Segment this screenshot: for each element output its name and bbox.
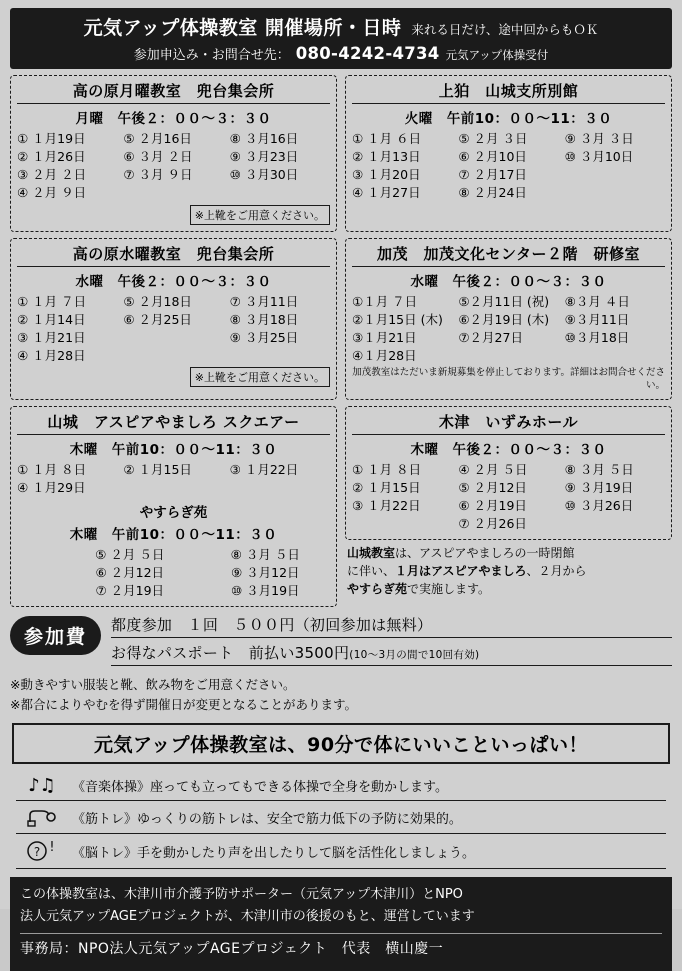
date-item: ④ ２月 ５日 bbox=[458, 461, 528, 477]
date-column bbox=[352, 130, 452, 203]
date-item: ⑨ ３月19日 bbox=[564, 479, 634, 495]
date-column bbox=[123, 293, 223, 366]
benefits-list bbox=[16, 771, 666, 869]
note-line-1 bbox=[347, 544, 672, 562]
class-date-columns-bottom bbox=[17, 546, 330, 600]
class-note-row bbox=[17, 365, 330, 387]
date-item: ④１月28日 bbox=[352, 347, 417, 363]
indoor-shoes-note: ※上靴をご用意ください。 bbox=[190, 205, 330, 225]
date-item: ③ １月22日 bbox=[352, 497, 421, 513]
date-item: ⑩３月18日 bbox=[564, 329, 630, 345]
date-item: ④ １月28日 bbox=[17, 347, 86, 363]
class-title: 山城 アスピアやましろ スクエアー bbox=[17, 411, 330, 435]
header-banner bbox=[10, 8, 672, 69]
class-title: 木津 いずみホール bbox=[352, 411, 665, 435]
fee-note-clothing: ※動きやすい服装と靴、飲み物をご用意ください。 bbox=[10, 677, 296, 693]
date-item: ⑤ ２月18日 bbox=[123, 293, 192, 309]
date-item: ① １月19日 bbox=[17, 131, 86, 146]
date-column bbox=[458, 293, 558, 366]
indoor-shoes-note: ※上靴をご用意ください。 bbox=[190, 367, 330, 387]
date-item: ⑨３月11日 bbox=[564, 311, 630, 327]
class-time: 水曜 午後２：００〜３：３０ bbox=[410, 273, 607, 290]
class-title: 高の原水曜教室 兜台集会所 bbox=[17, 243, 330, 267]
date-item: ⑧ ３月18日 bbox=[229, 311, 299, 327]
date-column bbox=[352, 461, 452, 534]
date-item: ⑦ ３月 ９日 bbox=[123, 167, 193, 183]
note-emphasis: １月はアスピアやましろ bbox=[395, 564, 527, 579]
date-item: ⑧ ３月16日 bbox=[229, 131, 299, 146]
benefit-text: 《音楽体操》座っても立ってもできる体操で全身を動かします。 bbox=[72, 780, 448, 796]
date-column bbox=[123, 130, 223, 203]
class-time: 木曜 午前10：００〜11：３０ bbox=[69, 441, 278, 458]
date-item: ⑨ ３月12日 bbox=[230, 565, 300, 580]
date-item: ④ １月29日 bbox=[17, 479, 86, 495]
list-item bbox=[16, 801, 666, 834]
date-item: ⑩ ３月19日 bbox=[230, 583, 300, 599]
footer-line-1: この体操教室は、木津川市介護予防サポーター（元気アップ木津川）とNPO bbox=[20, 887, 463, 903]
class-date-columns-top bbox=[17, 461, 330, 497]
class-time: 火曜 午前10：００〜11：３０ bbox=[404, 111, 613, 127]
date-item: ⑤ ２月12日 bbox=[458, 479, 527, 495]
list-item bbox=[16, 834, 666, 869]
fee-lines bbox=[111, 614, 672, 670]
date-item: ⑤ ２月 ５日 bbox=[95, 546, 165, 562]
date-item: ② １月26日 bbox=[17, 149, 86, 165]
date-item: ① １月 ８日 bbox=[17, 461, 87, 477]
class-time: 月曜 午後２：００〜３：３０ bbox=[75, 111, 272, 127]
date-item: ⑨ ３月23日 bbox=[229, 149, 299, 165]
note-emphasis: 山城教室 bbox=[347, 546, 396, 561]
date-column bbox=[65, 546, 195, 600]
date-item: ⑩ ３月26日 bbox=[564, 497, 634, 513]
date-item: ⑩ ３月10日 bbox=[564, 149, 634, 165]
date-item: ② １月15日 bbox=[123, 461, 192, 477]
date-column bbox=[230, 130, 330, 203]
date-item: ⑦ ２月19日 bbox=[95, 583, 165, 599]
contact-phone-note: 元気アップ体操受付 bbox=[445, 48, 549, 62]
date-column bbox=[565, 130, 665, 203]
note-emphasis: やすらぎ苑 bbox=[347, 582, 408, 597]
date-item: ① １月 ７日 bbox=[17, 293, 87, 309]
note-text: は、アスピアやましろの一時閉館 bbox=[395, 546, 575, 561]
contact-label: 参加申込み・お問合せ先： bbox=[133, 48, 290, 63]
class-card-takanohara-wed bbox=[10, 238, 337, 400]
date-item: ②１月15日 (木) bbox=[352, 311, 443, 327]
date-item: ⑤ ２月16日 bbox=[123, 131, 192, 146]
note-text: で実施します。 bbox=[407, 582, 491, 597]
list-item bbox=[16, 771, 666, 801]
benefit-text: 《筋トレ》ゆっくりの筋トレは、安全で筋力低下の予防に効果的。 bbox=[72, 811, 462, 827]
class-date-columns bbox=[352, 461, 665, 534]
class-card-kamo bbox=[345, 238, 672, 400]
date-item: ② １月14日 bbox=[17, 311, 86, 327]
yamashiro-relocation-note bbox=[345, 544, 672, 598]
music-note-icon: ♪♫ bbox=[28, 774, 56, 796]
header-subtitle: 来れる日だけ、途中回からもＯＫ bbox=[411, 22, 599, 37]
date-item: ⑧ ３月 ５日 bbox=[564, 461, 634, 477]
class-title: 加茂 加茂文化センター２階 研修室 bbox=[352, 243, 665, 267]
date-item: ⑩ ３月30日 bbox=[229, 167, 299, 183]
footer-office: 事務局：NPO法人元気アップAGEプロジェクト 代表 横山慶一 bbox=[20, 941, 444, 958]
fee-note-schedule-change: ※都合によりやむを得ず開催日が変更となることがあります。 bbox=[10, 697, 357, 713]
kamo-suspension-note: 加茂教室はただいま新規募集を停止しております。詳細はお問合せください。 bbox=[352, 367, 665, 391]
fee-section bbox=[10, 614, 672, 670]
class-date-columns bbox=[352, 130, 665, 203]
date-item: ⑧３月 ４日 bbox=[564, 293, 630, 309]
question-exclaim-icon bbox=[22, 839, 62, 863]
fee-passport-main: お得なパスポート 前払い3500円 bbox=[111, 644, 350, 663]
class-card-kizu bbox=[345, 406, 672, 541]
fee-badge: 参加費 bbox=[10, 616, 101, 655]
page-title: 元気アップ体操教室 開催場所・日時 bbox=[83, 17, 402, 39]
footer-divider bbox=[20, 933, 662, 934]
date-column bbox=[17, 293, 117, 366]
class-time: 水曜 午後２：００〜３：３０ bbox=[75, 273, 272, 290]
dumbbell-arm-icon bbox=[22, 806, 62, 828]
class-card-kamidoji bbox=[345, 75, 672, 232]
contact-phone[interactable]: 080-4242-4734 bbox=[295, 44, 440, 63]
footer-banner bbox=[10, 877, 672, 971]
fee-per-session: 都度参加 １回 ５００円（初回参加は無料） bbox=[111, 614, 672, 638]
date-column bbox=[352, 293, 452, 366]
date-column bbox=[230, 293, 330, 366]
class-card-takanohara-mon bbox=[10, 75, 337, 232]
class-date-columns bbox=[352, 293, 665, 366]
date-item: ③ ２月 ２日 bbox=[17, 167, 87, 183]
class-note-row bbox=[17, 203, 330, 225]
fee-notes bbox=[10, 675, 672, 715]
date-item: ③ １月20日 bbox=[352, 167, 421, 183]
note-line-3 bbox=[347, 580, 672, 598]
fee-passport-condition: (10〜3月の間で10回有効) bbox=[349, 649, 480, 662]
class-date-columns bbox=[17, 130, 330, 203]
date-item: ③ １月22日 bbox=[229, 461, 299, 477]
date-item: ⑦ ３月11日 bbox=[229, 293, 299, 309]
date-item: ⑤２月11日 (祝) bbox=[458, 293, 550, 309]
date-item: ⑥ ２月19日 bbox=[458, 497, 527, 513]
class-date-columns bbox=[17, 293, 330, 366]
date-column bbox=[201, 546, 331, 600]
date-column bbox=[17, 461, 117, 497]
note-text: に伴い、 bbox=[347, 564, 396, 579]
sub-venue-time: 木曜 午前10：００〜11：３０ bbox=[69, 526, 278, 543]
note-line-2 bbox=[347, 562, 672, 580]
date-item: ① １月 ６日 bbox=[352, 131, 422, 146]
footer-line-2: 法人元気アップAGEプロジェクトが、木津川市の後援のもと、運営しています bbox=[20, 909, 475, 925]
date-item: ⑧ ３月 ５日 bbox=[230, 546, 300, 562]
class-time: 木曜 午後２：００〜３：３０ bbox=[410, 441, 607, 458]
class-card-yamashiro bbox=[10, 406, 337, 608]
date-item: ⑦ ２月26日 bbox=[458, 516, 527, 531]
date-column bbox=[123, 461, 223, 497]
date-item: ①１月 ７日 bbox=[352, 293, 418, 309]
date-column bbox=[565, 461, 665, 534]
kizu-column bbox=[345, 406, 672, 608]
date-column bbox=[458, 130, 558, 203]
date-column bbox=[565, 293, 665, 366]
sub-venue-name: やすらぎ苑 bbox=[139, 504, 208, 521]
date-item: ② １月15日 bbox=[352, 479, 421, 495]
date-column bbox=[458, 461, 558, 534]
svg-text:?: ? bbox=[33, 845, 41, 860]
class-title: 高の原月曜教室 兜台集会所 bbox=[17, 80, 330, 104]
date-item: ② １月13日 bbox=[352, 149, 421, 165]
date-item: ⑨ ３月 ３日 bbox=[564, 131, 634, 146]
date-item: ⑦２月27日 bbox=[458, 329, 523, 345]
date-item: ⑨ ３月25日 bbox=[229, 329, 299, 345]
date-column bbox=[17, 130, 117, 203]
date-item: ⑥ ２月25日 bbox=[123, 311, 192, 327]
date-item: ④ ２月 ９日 bbox=[17, 185, 87, 201]
note-text: 、２月から bbox=[526, 564, 587, 579]
date-item: ④ １月27日 bbox=[352, 185, 421, 201]
svg-text:!: ! bbox=[49, 840, 55, 856]
date-item: ⑥ ２月12日 bbox=[95, 565, 165, 580]
class-schedule-grid bbox=[10, 75, 672, 607]
date-item: ⑧ ２月24日 bbox=[458, 185, 527, 201]
date-item: ③１月21日 bbox=[352, 329, 417, 345]
date-item: ⑥２月19日 (木) bbox=[458, 311, 550, 327]
fee-passport bbox=[111, 642, 672, 666]
date-item: ⑥ ３月 ２日 bbox=[123, 149, 193, 165]
date-column bbox=[230, 461, 330, 497]
date-item: ⑦ ２月17日 bbox=[458, 167, 527, 183]
date-item: ⑥ ２月10日 bbox=[458, 149, 527, 165]
date-item: ⑤ ２月 ３日 bbox=[458, 131, 528, 146]
date-item: ① １月 ８日 bbox=[352, 461, 422, 477]
header-contact-row bbox=[18, 44, 664, 63]
highlight-banner: 元気アップ体操教室は、90分で体にいいこといっぱい！ bbox=[12, 723, 670, 764]
date-item: ③ １月21日 bbox=[17, 329, 86, 345]
class-title: 上狛 山城支所別館 bbox=[352, 80, 665, 104]
benefit-text: 《脳トレ》手を動かしたり声を出したりして脳を活性化しましょう。 bbox=[72, 845, 476, 861]
header-title-row bbox=[18, 13, 664, 40]
